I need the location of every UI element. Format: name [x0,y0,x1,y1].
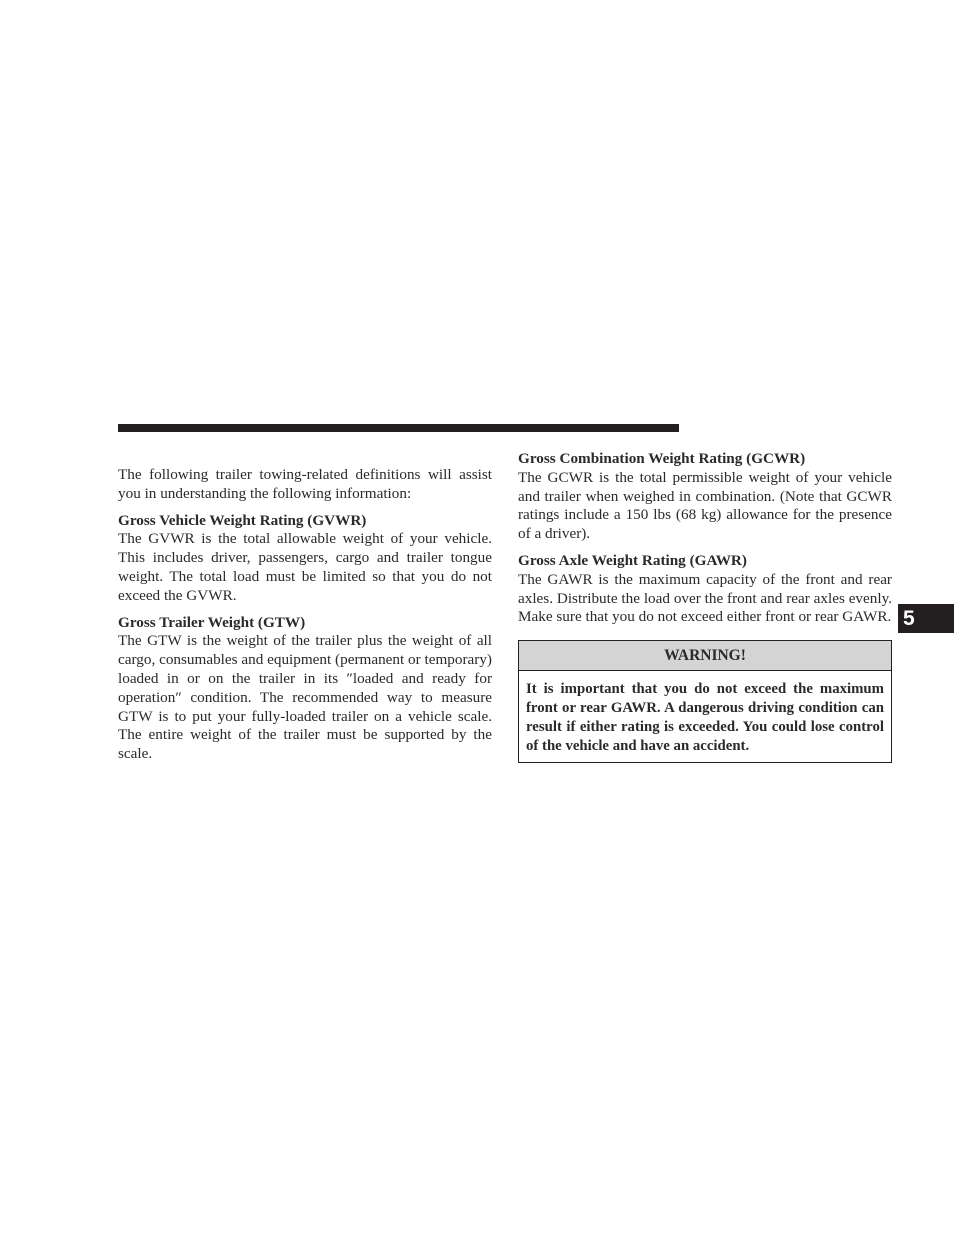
left-column [118,450,492,764]
section-rule [118,424,679,432]
intro-paragraph: The following trailer towing-related definitions will assist you in understanding the following information: [118,466,492,502]
warning-title: WARNING! [519,641,891,671]
gvwr-paragraph: The GVWR is the total allowable weight of your vehicle. This includes driver, passengers, cargo and trailer tongue weight. The total load must be limited so that you do not exceed the GVWR. [118,530,492,604]
warning-text: It is important that you do not exceed the maximum front or rear GAWR. A dangerous driving condition can result if either rating is exceeded. You could lose control of the vehicle and have an accident. [526,681,884,754]
gawr-paragraph: The GAWR is the maximum capacity of the front and rear axles. Distribute the load over the front and rear axles evenly. Make sure that you do not exceed either front or rear GAWR. [518,570,892,626]
chapter-tab: 5 [898,604,954,633]
gvwr-heading: Gross Vehicle Weight Rating (GVWR) [118,511,367,529]
gawr-heading: Gross Axle Weight Rating (GAWR) [518,551,747,569]
gcwr-paragraph: The GCWR is the total permissible weight of your vehicle and trailer when weighed in combination. (Note that GCWR ratings include a 150 lbs (68 kg) allowance for the presence of a driver). [518,468,892,543]
gtw-paragraph: The GTW is the weight of the trailer plus the weight of all cargo, consumables and equipment (permanent or temporary) loaded in or on the trailer in its ″loaded and ready for operation″ condition. The recommended way to measure GTW is to put your fully-loaded trailer on a vehicle scale. The entire weight of the trailer must be supported by the scale. [118,632,492,763]
warning-box [518,640,892,763]
right-column [518,450,892,763]
gtw-heading: Gross Trailer Weight (GTW) [118,613,306,631]
gcwr-heading: Gross Combination Weight Rating (GCWR) [518,450,806,467]
